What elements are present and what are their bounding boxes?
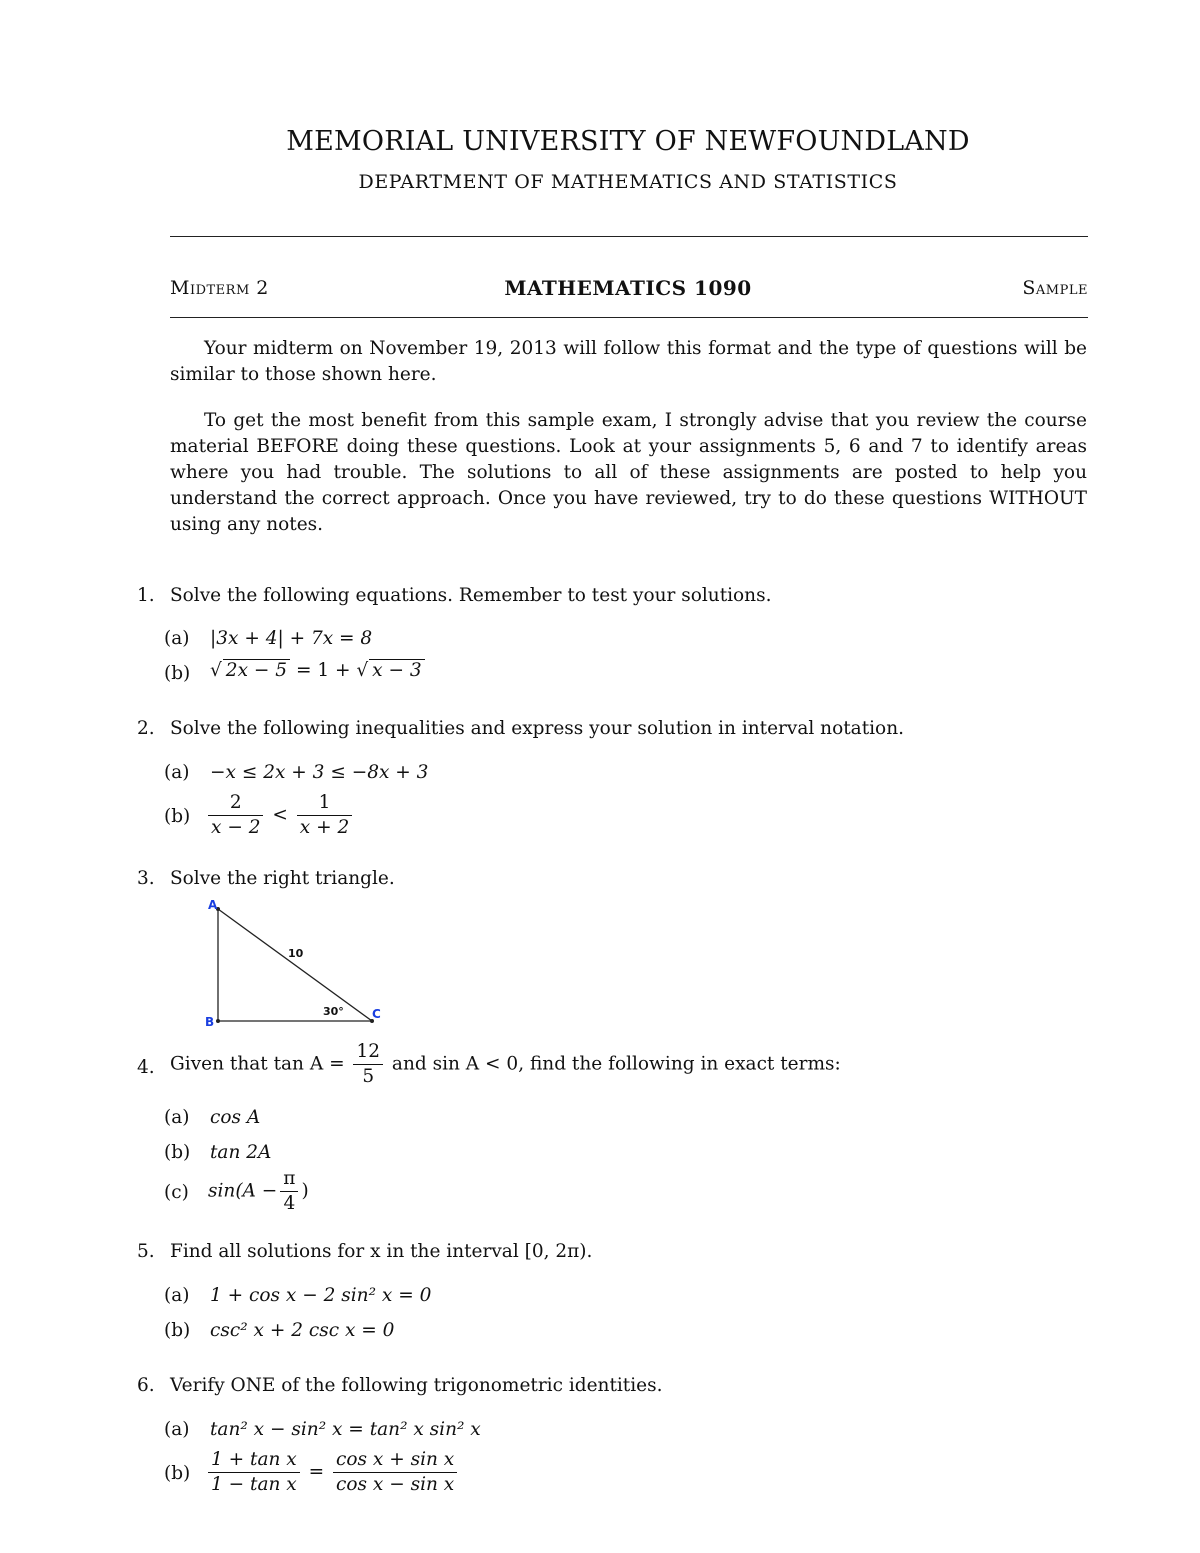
question-4-text-end: and sin A < 0, find the following in exact terms: [391,1053,841,1075]
part-label: (a) [164,1107,190,1128]
operator: < [272,804,288,826]
angle-label: 30° [323,1005,344,1018]
fraction: $\frac{2}{x - 2}$ [208,791,263,840]
intro-paragraph-2: To get the most benefit from this sample exam, I strongly advise that you review the course material BEFORE doing these questions. Look at your assignments 5, 6 and 7 to identify areas where you had trouble. The solutions to all of these assignments are posted to help you understand the correct approach. Once you have reviewed, try to do these questions WITHOUT using any notes. [170,410,1087,535]
hypotenuse-label: 10 [288,947,304,960]
course-title: MATHEMATICS 1090 [504,276,752,300]
equation-5b: csc² x + 2 csc x = 0 [210,1320,395,1341]
equation-1b [210,660,425,681]
part-label: (b) [164,1142,191,1163]
question-3-text: Solve the right triangle. [170,868,395,889]
question-number: 1. [137,585,155,606]
sqrt-icon: √ [210,660,222,681]
exam-type: Midterm 2 [170,277,269,299]
question-5-text: Find all solutions for x in the interval [0, 2π). [170,1241,593,1262]
intro-paragraph-1: Your midterm on November 19, 2013 will follow this format and the type of questions will be similar to those shown here. [170,338,1087,385]
operator: = [308,1461,325,1483]
expression-4a: cos A [210,1107,261,1128]
triangle-outline [218,909,372,1021]
identity-6b [205,1448,460,1497]
question-2-text: Solve the following inequalities and express your solution in interval notation. [170,718,904,739]
department-name: DEPARTMENT OF MATHEMATICS AND STATISTICS [358,171,898,193]
equation-5a: 1 + cos x − 2 sin² x = 0 [210,1285,432,1306]
part-label: (a) [164,628,190,649]
fraction: $\frac{\pi}{4}$ [280,1167,298,1216]
vertex-label-a: A [208,898,218,912]
inequality-2a: −x ≤ 2x + 3 ≤ −8x + 3 [210,762,429,783]
question-number: 2. [137,718,155,739]
vertex-label-c: C [372,1007,381,1021]
bottom-rule [170,317,1088,318]
exam-label: Sample [1022,277,1088,299]
inequality-2b [205,791,355,840]
expression-4b: tan 2A [210,1142,272,1163]
identity-6a: tan² x − sin² x = tan² x sin² x [210,1419,481,1440]
vertex-label-b: B [205,1015,215,1029]
vertex-dot [216,1019,220,1023]
equation-middle: = 1 + [295,660,351,681]
part-label: (b) [164,1320,191,1341]
part-label: (b) [164,806,191,827]
expression-4c: sin(A − $\frac{\pi}{4}$ ) [208,1168,309,1214]
part-label: (c) [164,1182,189,1203]
question-number: 4. [137,1057,155,1078]
top-rule [170,236,1088,237]
radicand-right: x − 3 [369,659,424,681]
question-6-text: Verify ONE of the following trigonometric identities. [170,1375,663,1396]
part-label: (b) [164,663,191,684]
part-label: (a) [164,1285,190,1306]
radicand-left: 2x − 5 [223,659,290,681]
question-4-text-start: Given that tan A = [170,1053,345,1075]
fraction: $\frac{\text{cos x + sin x}}{\text{cos x − sin x}}$ [333,1448,457,1497]
part-label: (a) [164,762,190,783]
sqrt-icon: √ [356,660,369,681]
question-number: 3. [137,868,155,889]
fraction: $\frac{\text{1 + tan x}}{\text{1 − tan x}}$ [208,1448,300,1497]
fraction: $\frac{1}{x + 2}$ [297,791,352,840]
question-number: 5. [137,1241,155,1262]
question-4-text [170,1040,841,1089]
question-number: 6. [137,1375,155,1396]
equation-1a: |3x + 4| + 7x = 8 [210,628,373,649]
part-label: (a) [164,1419,190,1440]
part-label: (b) [164,1463,191,1484]
question-1-text: Solve the following equations. Remember to test your solutions. [170,585,772,606]
right-triangle-diagram [195,893,395,1033]
university-name: MEMORIAL UNIVERSITY OF NEWFOUNDLAND [286,126,970,157]
fraction: $\frac{12}{5}$ [353,1040,383,1089]
